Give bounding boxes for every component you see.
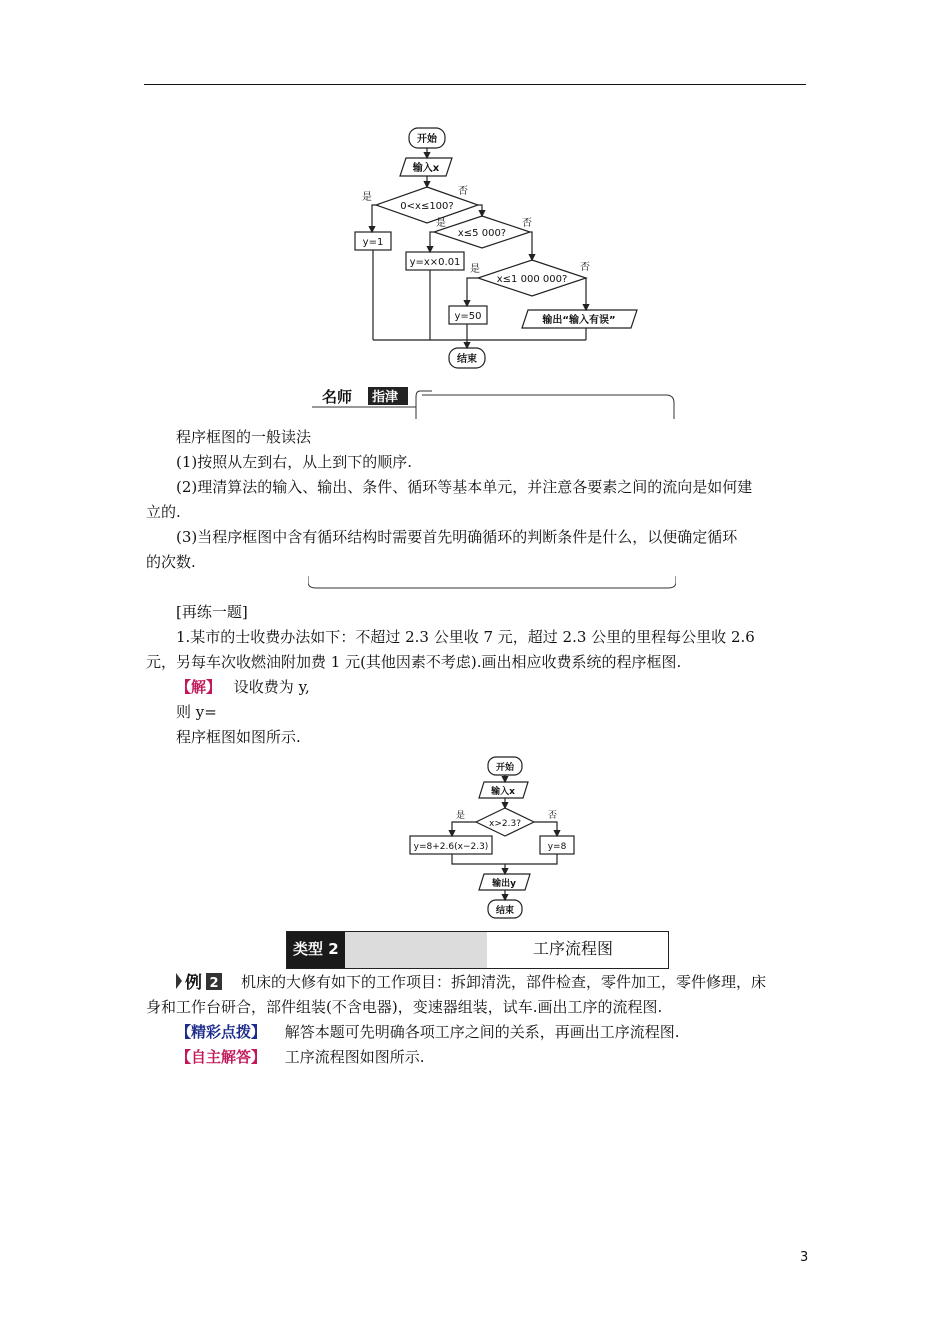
tip-p1: (1)按照从左到右，从上到下的顺序. [176, 453, 413, 471]
solution-fig: 程序框图如图所示. [176, 728, 301, 746]
fc1-end-label: 结束 [457, 354, 477, 365]
answer-text: 工序流程图如图所示. [284, 1048, 425, 1066]
flowchart-1 [340, 120, 660, 375]
fc1-no1: 否 [458, 186, 468, 197]
type-banner-shade [345, 932, 487, 968]
type-title: 工序流程图 [533, 939, 614, 958]
tip-box-footer [308, 576, 676, 592]
solution-text: 设收费为 y, [233, 678, 310, 696]
fc1-cond1-label: 0<x≤100? [400, 201, 454, 212]
example-line1: 机床的大修有如下的工作项目：拆卸清洗，部件检查，零件加工，零件修理，床 [241, 973, 767, 991]
fc2-no: 否 [548, 811, 558, 821]
example-num: 2 [209, 976, 219, 991]
solution-then: 则 y= [176, 703, 217, 721]
fc1-out1-label: y=1 [362, 237, 384, 248]
fc2-end-label: 结束 [495, 906, 515, 916]
fc1-yes2: 是 [436, 218, 446, 229]
answer-line [176, 1047, 425, 1067]
fc2-left-label: y=8+2.6(x−2.3) [413, 842, 489, 852]
fc2-input-label: 输入x [491, 787, 515, 797]
type-label: 类型 2 [287, 932, 345, 968]
fc2-cond-label: x>2.3? [489, 819, 521, 829]
tip-head-a: 名师 [322, 388, 353, 406]
fc1-out3-label: y=50 [454, 311, 482, 322]
hint-text: 解答本题可先明确各项工序之间的关系，再画出工序流程图. [284, 1023, 680, 1041]
fc2-yes: 是 [456, 811, 466, 821]
practice-q1a: 1.某市的士收费办法如下：不超过 2.3 公里收 7 元，超过 2.3 公里的里程每公里收 2.6 [176, 628, 755, 646]
answer-tag: 【自主解答】 [176, 1048, 267, 1066]
fc1-out2-label: y=x×0.01 [409, 257, 461, 268]
tip-p3a: (3)当程序框图中含有循环结构时需要首先明确循环的判断条件是什么，以便确定循环 [176, 528, 738, 546]
fc2-right-label: y=8 [547, 842, 567, 852]
header-rule [144, 84, 806, 85]
flowchart-2 [404, 752, 584, 924]
fc1-cond3-label: x≤1 000 000? [496, 274, 568, 285]
fc1-err-label: 输出“输入有误” [542, 315, 616, 326]
hint-line [176, 1022, 680, 1042]
solution-tag: 【解】 [176, 678, 222, 696]
fc1-yes1: 是 [362, 192, 372, 203]
fc2-start-label: 开始 [495, 763, 515, 773]
page-number: 3 [800, 1250, 809, 1265]
tip-p3b: 的次数. [146, 553, 196, 571]
example-tag [176, 970, 228, 992]
hint-tag: 【精彩点拨】 [176, 1023, 267, 1041]
fc1-start-label: 开始 [417, 134, 437, 145]
tip-title: 程序框图的一般读法 [176, 428, 312, 446]
fc1-yes3: 是 [470, 264, 480, 275]
fc1-no3: 否 [580, 262, 590, 273]
fc1-no2: 否 [522, 218, 532, 229]
tip-p2a: (2)理清算法的输入、输出、条件、循环等基本单元，并注意各要素之间的流向是如何建 [176, 478, 753, 496]
practice-q1b: 元，另每车次收燃油附加费 1 元(其他因素不考虑).画出相应收费系统的程序框图. [146, 653, 682, 671]
tip-p2b: 立的. [146, 503, 181, 521]
tip-box-header [312, 385, 676, 419]
practice-heading: [再练一题] [176, 603, 248, 621]
example-tag-text: 例 [185, 973, 202, 992]
solution-line [176, 677, 310, 697]
tip-head-b: 指津 [372, 390, 399, 405]
fc2-output-label: 输出y [492, 879, 516, 889]
example-line2: 身和工作台研合，部件组装(不含电器)，变速器组装，试车.画出工序的流程图. [146, 998, 663, 1016]
fc1-cond2-label: x≤5 000? [457, 228, 507, 239]
fc1-input-label: 输入x [412, 163, 440, 174]
type-banner [286, 931, 669, 969]
